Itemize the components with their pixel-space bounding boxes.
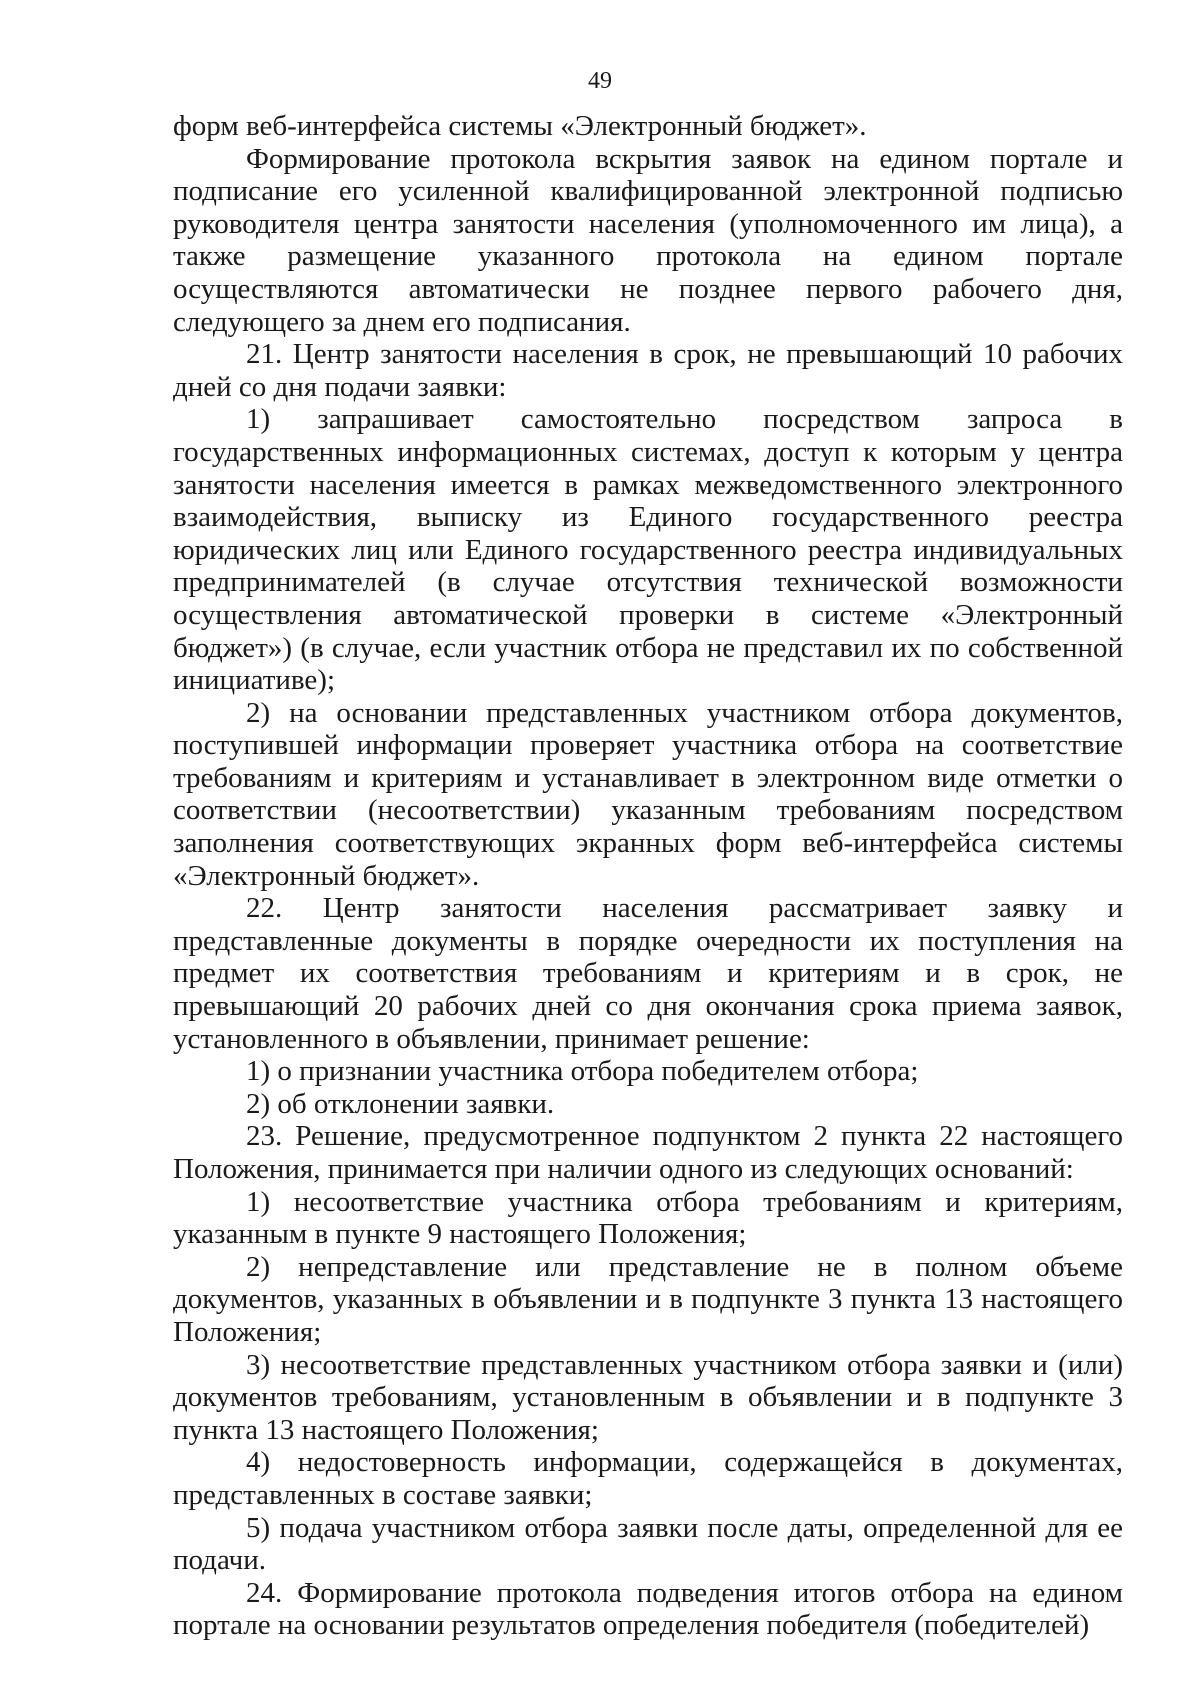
paragraph: 21. Центр занятости населения в срок, не превышающий 10 рабочих дней со дня подачи заявки: (173, 338, 1123, 403)
paragraph: 22. Центр занятости населения рассматривает заявку и представленные документы в порядке очередности их поступления на предмет их соответствия требованиям и критериям и в срок, не превышающий 20 рабочих дней со дня окончания срока приема заявок, установленного в объявлении, принимает решение: (173, 892, 1123, 1055)
paragraph: 2) непредставление или представление не в полном объеме документов, указанных в объявлении и в подпункте 3 пункта 13 настоящего Положения; (173, 1250, 1123, 1348)
paragraph: форм веб-интерфейса системы «Электронный бюджет». (173, 110, 867, 142)
paragraph: 2) об отклонении заявки. (246, 1087, 555, 1120)
paragraph: 5) подача участником отбора заявки после даты, определенной для ее подачи. (173, 1511, 1123, 1577)
paragraph: 1) несоответствие участника отбора требованиям и критериям, указанным в пункте 9 настоящего Положения; (173, 1185, 1123, 1251)
paragraph: 23. Решение, предусмотренное подпунктом 2 пункта 22 настоящего Положения, принимается при наличии одного из следующих оснований: (173, 1120, 1123, 1185)
document-body (173, 110, 1123, 1642)
paragraph: 3) несоответствие представленных участником отбора заявки и (или) документов требованиям, установленным в объявлении и в подпункте 3 пункта 13 настоящего Положения; (173, 1348, 1123, 1446)
paragraph: 4) недостоверность информации, содержащейся в документах, представленных в составе заявки; (173, 1446, 1123, 1511)
paragraph: 2) на основании представленных участником отбора документов, поступившей информации проверяет участника отбора на соответствие требованиям и критериям и устанавливает в электронном виде отметки о соответствии (несоответствии) указанным требованиям посредством заполнения соответствующих экранных форм веб-интерфейса системы «Электронный бюджет». (173, 696, 1123, 892)
paragraph: 1) о признании участника отбора победителем отбора; (246, 1055, 919, 1088)
paragraph: 24. Формирование протокола подведения итогов отбора на едином портале на основании результатов определения победителя (победителей) (173, 1576, 1123, 1642)
paragraph: 1) запрашивает самостоятельно посредством запроса в государственных информационных системах, доступ к которым у центра занятости населения имеется в рамках межведомственного электронного взаимодействия, выписку из Единого государственного реестра юридических лиц или Единого государственного реестра индивидуальных предпринимателей (в случае отсутствия технической возможности осуществления автоматической проверки в системе «Электронный бюджет») (в случае, если участник отбора не представил их по собственной инициативе); (173, 403, 1123, 697)
page-number: 49 (588, 68, 612, 94)
paragraph: Формирование протокола вскрытия заявок на едином портале и подписание его усиленной квалифицированной электронной подписью руководителя центра занятости населения (уполномоченного им лица), а также размещение указанного протокола на едином портале осуществляются автоматически не позднее первого рабочего дня, следующего за днем его подписания. (173, 142, 1123, 338)
